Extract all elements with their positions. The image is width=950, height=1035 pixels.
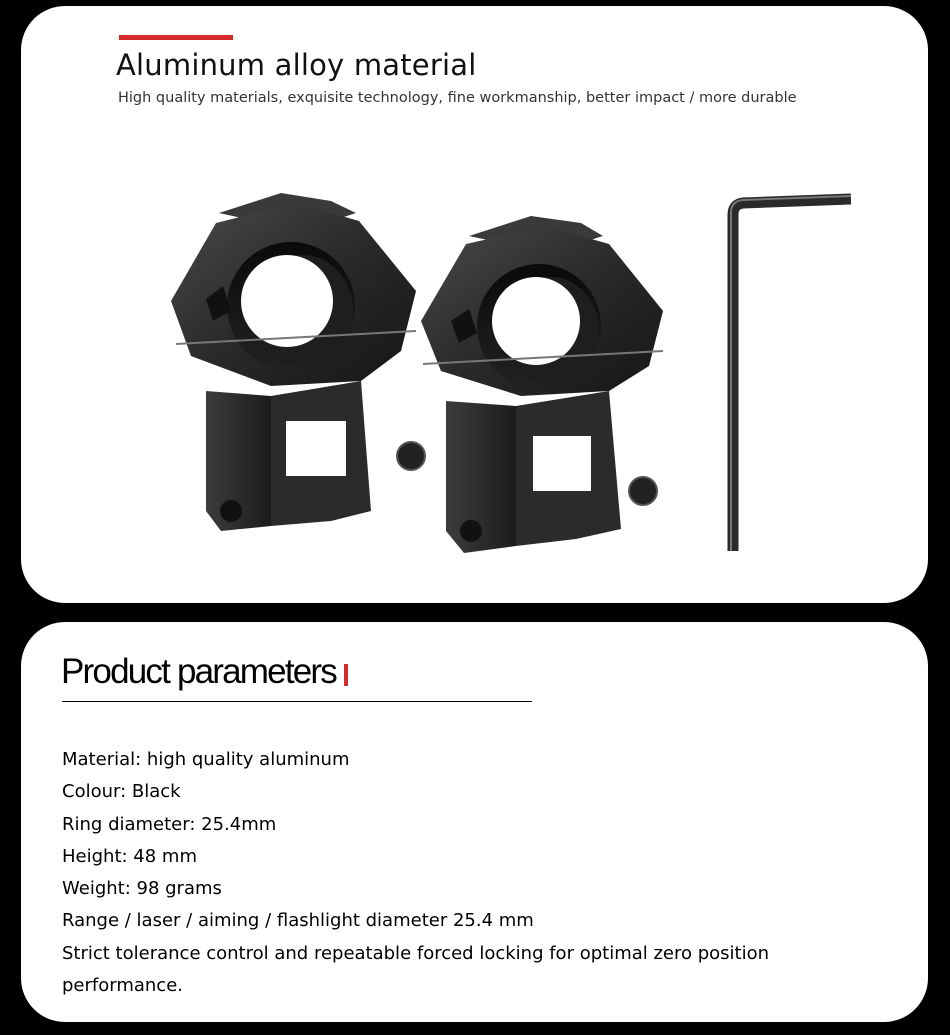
parameter-list [62,744,822,1002]
material-card [21,6,928,603]
title-underline [62,701,532,702]
param-tolerance: Strict tolerance control and repeatable forced locking for optimal zero position performance. [62,942,770,997]
right-ring-mount [421,216,663,553]
left-ring-mount [171,193,425,531]
parameters-title [61,652,348,692]
param-ring-diameter: Ring diameter: 25.4mm [62,813,277,835]
accent-tick [344,664,348,686]
material-title: Aluminum alloy material [116,48,477,82]
param-colour: Colour: Black [62,781,181,803]
accent-bar [119,35,233,40]
parameters-title-text: Product parameters [61,652,336,691]
scope-rings-and-hex-key-icon [131,181,851,556]
hex-key [731,196,851,551]
param-range: Range / laser / aiming / flashlight diameter 25.4 mm [62,910,534,932]
param-material: Material: high quality aluminum [62,749,350,770]
param-weight: Weight: 98 grams [62,878,222,900]
material-subtitle: High quality materials, exquisite technology, fine workmanship, better impact / more durable [118,90,797,106]
param-height: Height: 48 mm [62,845,197,867]
parameters-card [21,622,928,1022]
